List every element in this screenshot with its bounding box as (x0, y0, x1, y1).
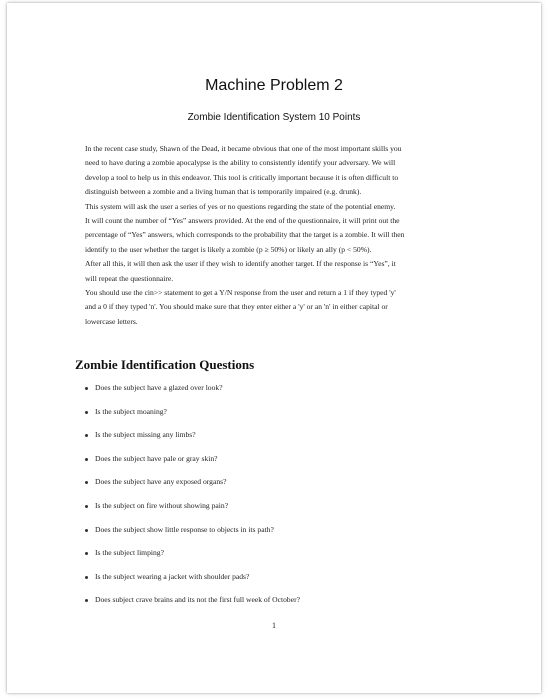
question-text: Does subject crave brains and its not the first full week of October? (95, 595, 300, 605)
bullet-icon (85, 434, 88, 437)
question-text: Is the subject wearing a jacket with shoulder pads? (95, 571, 250, 581)
list-item (85, 452, 300, 476)
question-list (85, 381, 300, 617)
page-title: Machine Problem 2 (205, 77, 343, 94)
text-line: percentage of “Yes” answers, which corresponds to the probability that the target is a zombie. It will then (85, 230, 405, 240)
bullet-icon (85, 576, 88, 579)
text-line: will repeat the questionnaire. (85, 273, 174, 283)
page-subtitle: Zombie Identification System 10 Points (187, 112, 361, 123)
text-line: This system will ask the user a series of yes or no questions regarding the state of the potential enemy. (85, 201, 396, 211)
bullet-icon (85, 387, 88, 390)
body-text (75, 142, 479, 329)
question-text: Is the subject missing any limbs? (95, 430, 196, 440)
text-line: and a 0 if they typed 'n'. You should make sure that they enter either a 'y' or an 'n' in either capital or (85, 302, 388, 312)
question-text: Is the subject moaning? (95, 406, 167, 416)
bullet-icon (85, 505, 88, 508)
question-text: Is the subject on fire without showing pain? (95, 500, 229, 510)
list-item (85, 381, 300, 405)
paragraph-system (75, 200, 479, 258)
text-line: It will count the number of “Yes” answers provided. At the end of the questionnaire, it will print out the (85, 216, 400, 226)
text-line: You should use the cin>> statement to get a Y/N response from the user and return a 1 if they typed 'y' (85, 288, 396, 298)
paragraph-repeat (75, 257, 479, 286)
list-item (85, 428, 300, 452)
question-text: Does the subject have pale or gray skin? (95, 453, 218, 463)
bullet-icon (85, 458, 88, 461)
paragraph-intro (75, 142, 479, 200)
bullet-icon (85, 411, 88, 414)
paragraph-input (75, 286, 479, 329)
list-item (85, 593, 300, 617)
list-item (85, 570, 300, 594)
bullet-icon (85, 552, 88, 555)
list-item (85, 405, 300, 429)
question-text: Does the subject have a glazed over look? (95, 383, 223, 392)
question-text: Does the subject have any exposed organs? (95, 477, 227, 487)
list-item (85, 475, 300, 499)
question-text: Is the subject limping? (95, 548, 164, 558)
list-item (85, 499, 300, 523)
text-line: After all this, it will then ask the user if they wish to identify another target. If the response is “Yes”, it (85, 259, 396, 269)
text-line: develop a tool to help us in this endeavor. This tool is critically important because it is often difficult to (85, 172, 399, 182)
section-heading: Zombie Identification Questions (75, 357, 255, 372)
page-number: 1 (272, 621, 276, 630)
text-line: distinguish between a zombie and a living human that is temporarily impaired (e.g. drunk). (85, 187, 362, 197)
document-page (7, 3, 541, 693)
text-line: In the recent case study, Shawn of the Dead, it became obvious that one of the most important skills you (85, 144, 402, 153)
text-line: need to have during a zombie apocalypse is the ability to consistently identify your adversary. We will (85, 158, 396, 168)
bullet-icon (85, 529, 88, 532)
list-item (85, 546, 300, 570)
bullet-icon (85, 599, 88, 602)
bullet-icon (85, 481, 88, 484)
question-text: Does the subject show little response to objects in its path? (95, 524, 274, 534)
text-line: lowercase letters. (85, 316, 138, 326)
list-item (85, 523, 300, 547)
text-line: identify to the user whether the target is likely a zombie (p ≥ 50%) or likely an ally (p < 50%). (85, 244, 372, 254)
